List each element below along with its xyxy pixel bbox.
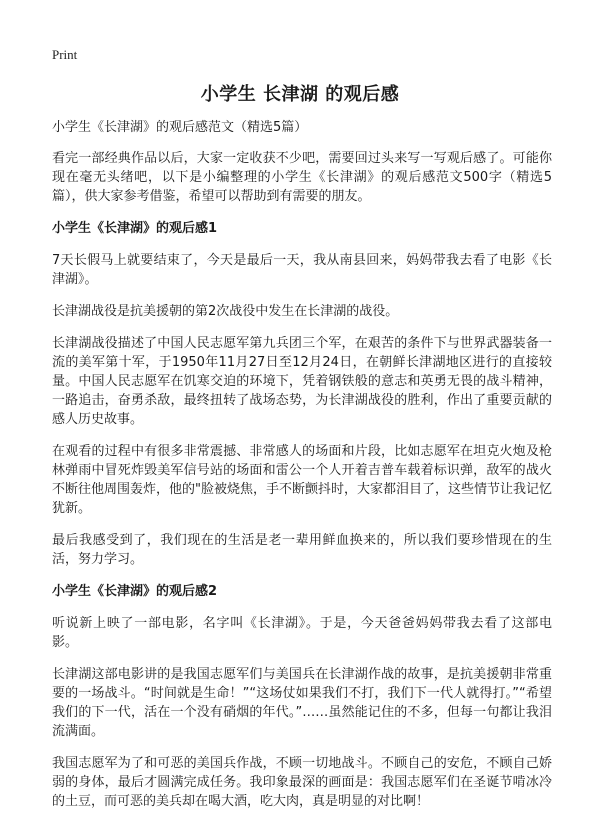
section-heading-1: 小学生《长津湖》的观后感1 [52, 221, 218, 236]
paragraph: 在观看的过程中有很多非常震撼、非常感人的场面和片段，比如志愿军在坦克火炮及枪林弹雨中冒死炸毁美军信号站的场面和雷公一个人开着吉普车载着标识弹，敌军的战火不断往他周围轰炸，他的"脸被烧焦，手不断颤抖时，大家都泪目了，这些情节让我记忆犹新。 [52, 444, 552, 516]
section-heading-2: 小学生《长津湖》的观后感2 [52, 584, 218, 599]
paragraph: 长津湖这部电影讲的是我国志愿军们与美国兵在长津湖作战的故事，是抗美援朝非常重要的一场战斗。“时间就是生命！”“这场仗如果我们不打，我们下一代人就得打。”“希望我们的下一代，活在一个没有硝烟的年代。”……虽然能记住的不多，但每一句都让我泪流满面。 [52, 667, 552, 739]
paragraph: 听说新上映了一部电影，名字叫《长津湖》。于是，今天爸爸妈妈带我去看了这部电影。 [52, 616, 552, 650]
paragraph: 我国志愿军为了和可恶的美国兵作战，不顾一切地战斗。不顾自己的安危，不顾自己娇弱的身体，最后才圆满完成任务。我印象最深的画面是：我国志愿军们在圣诞节啃冰冷的土豆，而可恶的美兵却在喝大酒，吃大肉，真是明显的对比啊！ [52, 756, 552, 809]
article-body [52, 118, 552, 824]
paragraph: 长津湖战役是抗美援朝的第2次战役中发生在长津湖的战役。 [52, 304, 399, 319]
article-subtitle: 小学生《长津湖》的观后感范文（精选5篇） [52, 120, 308, 135]
paragraph: 最后我感受到了，我们现在的生活是老一辈用鲜血换来的，所以我们要珍惜现在的生活，努力学习。 [52, 533, 552, 567]
page-title: 小学生 长津湖 的观后感 [200, 84, 400, 105]
paragraph: 长津湖战役描述了中国人民志愿军第九兵团三个军，在艰苦的条件下与世界武器装备一流的美军第十军，于1950年11月27日至12月24日，在朝鲜长津湖地区进行的直接较量。中国人民志愿军在饥寒交迫的环境下，凭着钢铁般的意志和英勇无畏的战斗精神，一路追击，奋勇杀敌，最终扭转了战场态势，为长津湖战役的胜利，作出了重要贡献的感人历史故事。 [52, 336, 552, 427]
print-label[interactable]: Print [52, 47, 78, 62]
intro-paragraph: 看完一部经典作品以后，大家一定收获不少吧，需要回过头来写一写观后感了。可能你现在毫无头绪吧，以下是小编整理的小学生《长津湖》的观后感范文500字（精选5篇），供大家参考借鉴，希望可以帮助到有需要的朋友。 [52, 151, 552, 204]
paragraph: 7天长假马上就要结束了，今天是最后一天，我从南县回来，妈妈带我去看了电影《长津湖》。 [52, 253, 552, 287]
